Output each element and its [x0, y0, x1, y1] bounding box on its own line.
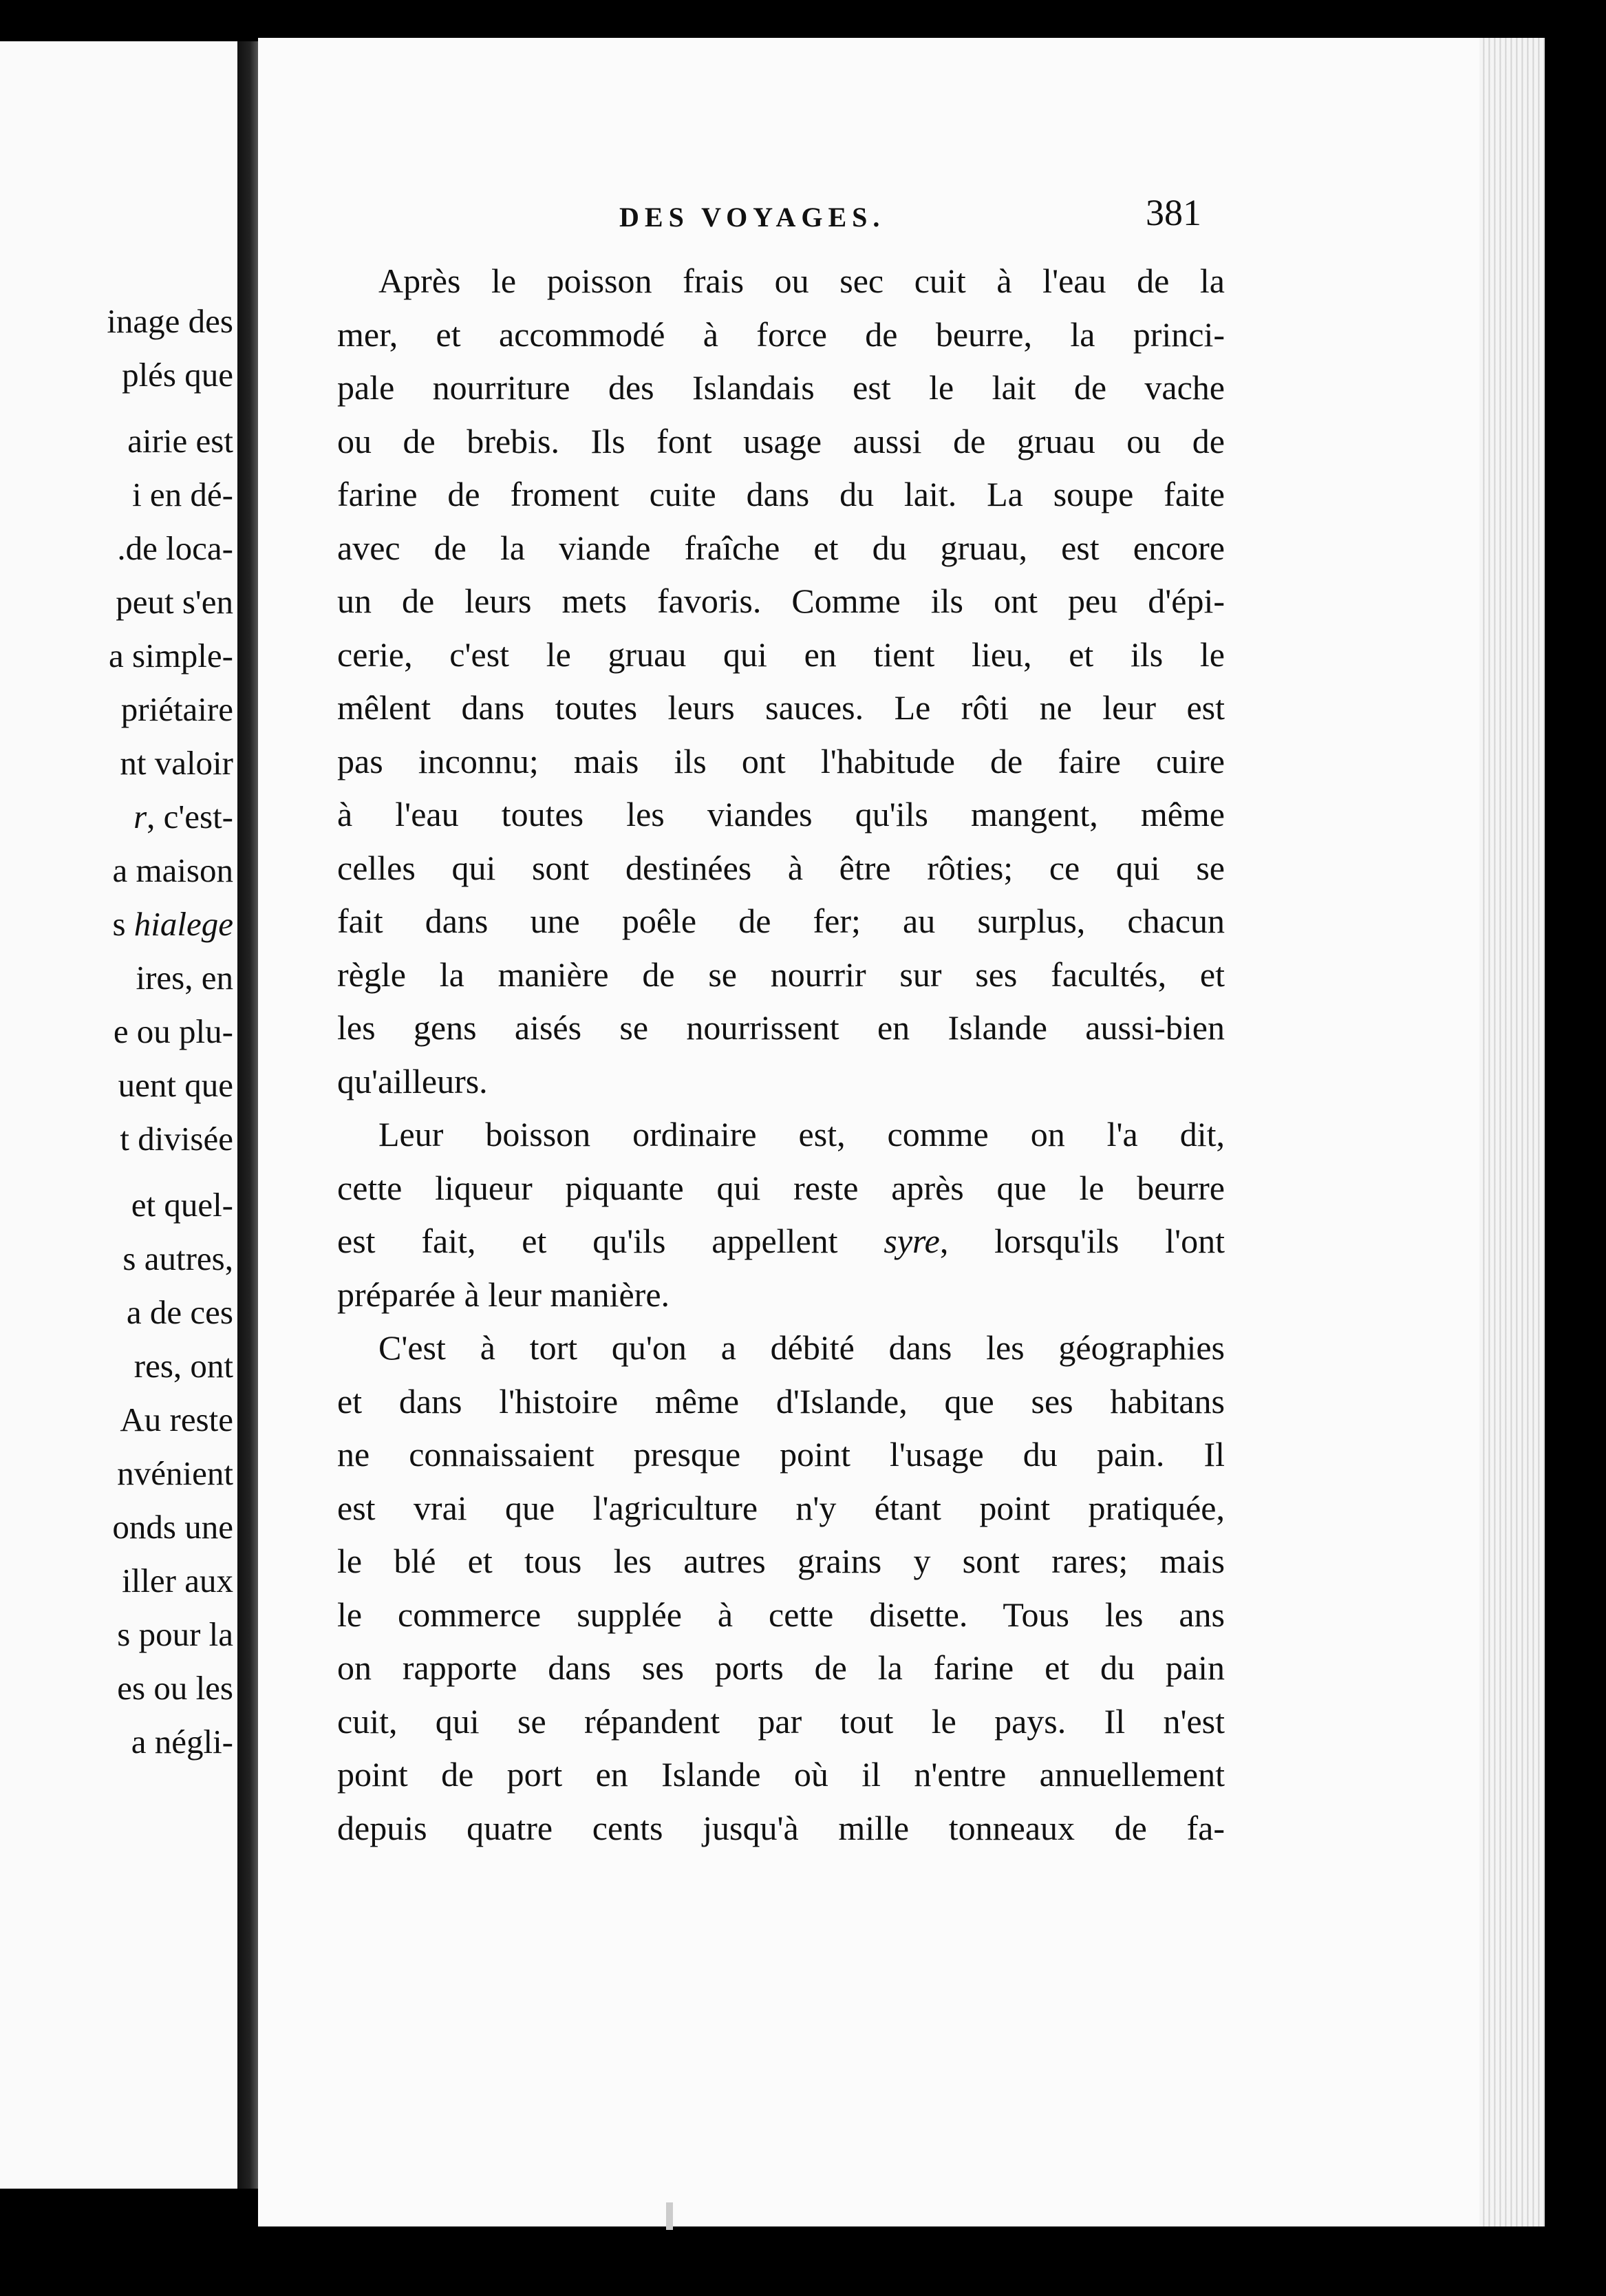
text-line: Après le poisson frais ou sec cuit à l'eau de la: [378, 262, 1225, 300]
text-line: point de port en Islande où il n'entre annuellement: [337, 1755, 1225, 1794]
text-line: fait dans une poêle de fer; au surplus, chacun: [337, 902, 1225, 940]
text-line: le blé et tous les autres grains y sont rares; mais: [337, 1542, 1225, 1580]
text-line: mêlent dans toutes leurs sauces. Le rôti ne leur est: [337, 688, 1225, 727]
text-line: C'est à tort qu'on a débité dans les géographies: [378, 1328, 1225, 1367]
text-line: mer, et accommodé à force de beurre, la princi-: [337, 315, 1225, 354]
left-text-line: nvénient: [117, 1454, 233, 1492]
text-line: règle la manière de se nourrir sur ses facultés, et: [337, 955, 1225, 994]
left-text-line: iller aux: [122, 1562, 233, 1599]
left-text-line: plés que: [122, 356, 233, 394]
text-line: cuit, qui se répandent par tout le pays. Il n'est: [337, 1701, 1225, 1741]
text-line: celles qui sont destinées à être rôties; ce qui se: [337, 848, 1225, 887]
left-text-line: t divisée: [120, 1120, 233, 1158]
text-line: [337, 1215, 1225, 1268]
left-text-line: nt valoir: [120, 744, 233, 782]
left-text-line: s autres,: [122, 1240, 233, 1277]
left-text-line: r, c'est-: [133, 798, 233, 836]
text-line: farine de froment cuite dans du lait. La soupe faite: [337, 475, 1225, 513]
left-text-line: a maison: [112, 851, 233, 889]
scan-border: [1545, 0, 1606, 2296]
text-line: à l'eau toutes les viandes qu'ils mangent, même: [337, 795, 1225, 833]
left-text-line: e ou plu-: [113, 1012, 233, 1050]
text-line: qu'ailleurs.: [337, 1061, 488, 1101]
running-head: DES VOYAGES.: [619, 202, 886, 233]
text-line: on rapporte dans ses ports de la farine et du pain: [337, 1648, 1225, 1687]
italic-term: r: [133, 798, 147, 836]
left-text-line: res, ont: [133, 1347, 233, 1385]
text-line: les gens aisés se nourrissent en Islande aussi-bien: [337, 1008, 1225, 1047]
left-text-line: s hialege: [112, 905, 233, 943]
left-text-line: i en dé-: [132, 476, 233, 513]
text-line: est vrai que l'agriculture n'y étant point pratiquée,: [337, 1488, 1225, 1527]
text-line: pas inconnu; mais ils ont l'habitude de faire cuire: [337, 741, 1225, 780]
book-gutter: [237, 41, 258, 2189]
text-line: cerie, c'est le gruau qui en tient lieu, et ils le: [337, 635, 1225, 674]
left-text-line: priétaire: [120, 690, 233, 728]
left-text-line: a simple-: [109, 637, 233, 674]
italic-term: syre: [884, 1222, 940, 1260]
left-text-line: ires, en: [136, 959, 233, 997]
text-line: et dans l'histoire même d'Islande, que ses habitans: [337, 1381, 1225, 1421]
left-text-line: es ou les: [117, 1669, 233, 1707]
italic-term: hialege: [133, 905, 233, 943]
text-line: préparée à leur manière.: [337, 1275, 670, 1314]
text-line: Leur boisson ordinaire est, comme on l'a dit,: [378, 1115, 1225, 1154]
text-line: un de leurs mets favoris. Comme ils ont peu d'épi-: [337, 582, 1225, 620]
text-line: le commerce supplée à cette disette. Tous les ans: [337, 1595, 1225, 1634]
left-text-line: uent que: [118, 1066, 233, 1104]
left-text-line: s pour la: [117, 1615, 233, 1653]
text-line: cette liqueur piquante qui reste après que le beurre: [337, 1168, 1225, 1207]
scan-mark: [666, 2202, 673, 2230]
text-segment: est fait, et qu'ils appellent: [337, 1222, 884, 1260]
left-text-line: peut s'en: [116, 583, 233, 621]
text-line: ne connaissaient presque point l'usage du pain. Il: [337, 1435, 1225, 1474]
left-page: [0, 41, 237, 2189]
page-edges: [1479, 38, 1545, 2226]
left-text-line: airie est: [127, 422, 233, 460]
left-text-line: .de loca-: [117, 529, 233, 567]
text-segment: , lorsqu'ils l'ont: [939, 1222, 1225, 1260]
left-page-text: [0, 295, 237, 1769]
page-number: 381: [1146, 192, 1201, 233]
text-line: pale nourriture des Islandais est le lait de vache: [337, 368, 1225, 407]
left-text-line: Au reste: [120, 1401, 233, 1438]
left-text-line: a négli-: [131, 1723, 233, 1761]
body-text: [337, 255, 1225, 1855]
text-line: ou de brebis. Ils font usage aussi de gruau ou de: [337, 421, 1225, 460]
left-text-line: onds une: [112, 1508, 233, 1546]
left-text-line: inage des: [107, 302, 233, 340]
text-line: depuis quatre cents jusqu'à mille tonneaux de fa-: [337, 1808, 1225, 1847]
left-text-line: a de ces: [126, 1293, 233, 1331]
left-text-line: et quel-: [131, 1186, 233, 1224]
text-line: avec de la viande fraîche et du gruau, est encore: [337, 528, 1225, 567]
